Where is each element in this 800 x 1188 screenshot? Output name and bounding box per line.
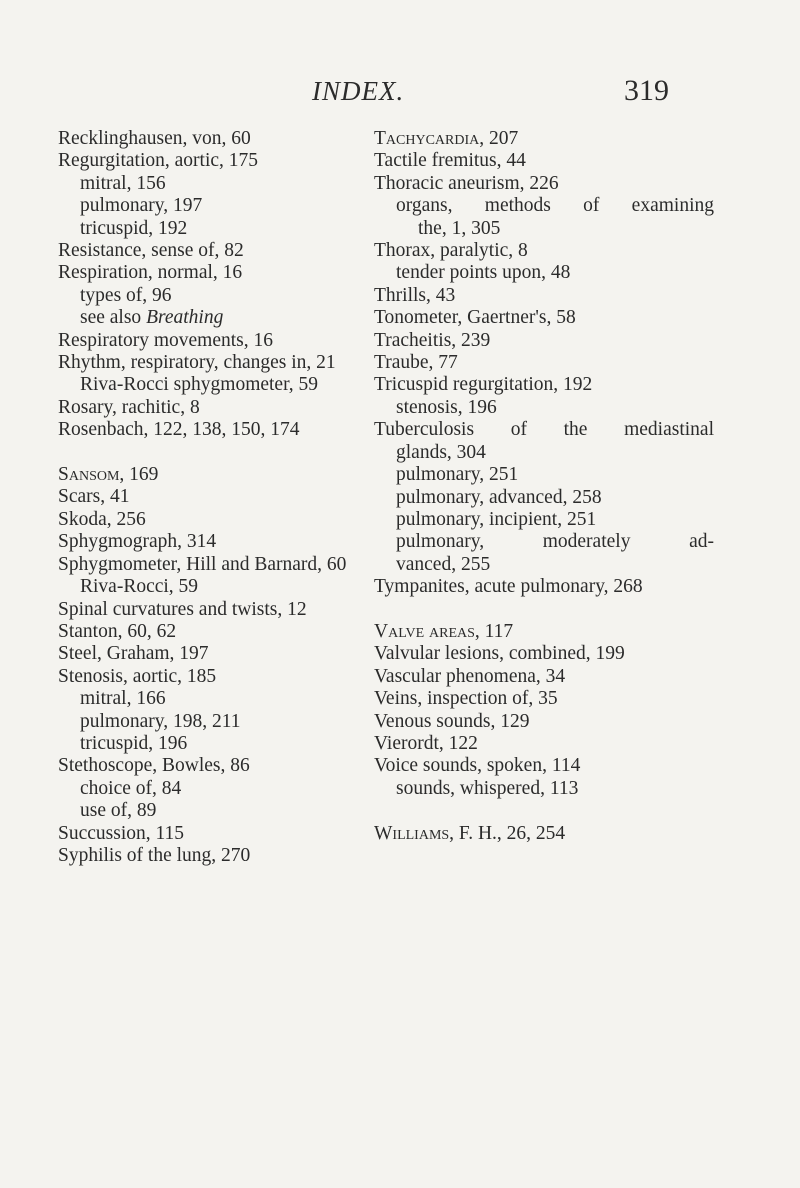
index-entry: Veins, inspection of, 35 — [374, 688, 558, 710]
page-header — [0, 74, 800, 114]
index-entry: Stenosis, aortic, 185 — [58, 665, 217, 687]
index-subentry: pulmonary, 251 — [396, 464, 519, 486]
page-number: 319 — [624, 74, 669, 107]
index-entry: Tactile fremitus, 44 — [374, 150, 526, 172]
index-subentry: tricuspid, 196 — [80, 732, 188, 754]
index-entry-continuation: glands, 304 — [396, 441, 486, 463]
index-subentry: mitral, 156 — [80, 172, 166, 194]
index-subentry: sounds, whispered, 113 — [396, 777, 579, 799]
index-subentry-continuation: the, 1, 305 — [418, 217, 501, 239]
index-entry: Thoracic aneurism, 226 — [374, 172, 559, 194]
index-entry: Regurgitation, aortic, 175 — [58, 150, 259, 172]
index-entry: Venous sounds, 129 — [374, 710, 530, 732]
section-gap — [374, 800, 714, 822]
index-subentry: pulmonary, advanced, 258 — [396, 486, 602, 508]
index-entry: Voice sounds, spoken, 114 — [374, 755, 581, 777]
index-entry: Vierordt, 122 — [374, 732, 478, 754]
index-entry: Stethoscope, Bowles, 86 — [58, 755, 250, 777]
see-also-label: see also — [80, 307, 142, 329]
index-entry: Spinal curvatures and twists, 12 — [58, 598, 307, 620]
cross-reference-target: Breathing — [146, 307, 224, 329]
index-subentry: pulmonary, 197 — [80, 195, 203, 217]
index-entry: Respiration, normal, 16 — [58, 262, 243, 284]
index-subentry: Riva-Rocci sphygmometer, 59 — [80, 374, 319, 396]
index-entry: Respiratory movements, 16 — [58, 329, 274, 351]
index-entry: Sphygmometer, Hill and Barnard, 60 — [58, 553, 347, 575]
index-column-right — [374, 128, 714, 845]
index-subentry: mitral, 166 — [80, 688, 166, 710]
index-subentry: tricuspid, 192 — [80, 217, 188, 239]
index-entry-section-start: Sansom, 169 — [58, 464, 159, 486]
index-subentry-cross-reference — [58, 307, 408, 329]
index-entry-section-start: Williams, F. H., 26, 254 — [374, 822, 566, 844]
index-entry: Succussion, 115 — [58, 822, 185, 844]
index-entry: Tympanites, acute pulmonary, 268 — [374, 576, 643, 598]
index-entry: Tonometer, Gaertner's, 58 — [374, 307, 576, 329]
index-entry: Rosary, rachitic, 8 — [58, 396, 200, 418]
running-title: INDEX. — [312, 76, 405, 106]
index-entry: Tracheitis, 239 — [374, 329, 491, 351]
index-subentry-continuation: vanced, 255 — [396, 553, 491, 575]
index-subentry: pulmonary, moderately ad- — [396, 531, 714, 553]
index-entry: Steel, Graham, 197 — [58, 643, 209, 665]
index-subentry: organs, methods of examining — [396, 195, 714, 217]
index-column-left — [58, 128, 408, 867]
index-entry: Thorax, paralytic, 8 — [374, 240, 528, 262]
index-entry: Rosenbach, 122, 138, 150, 174 — [58, 419, 300, 441]
index-entry: Scars, 41 — [58, 486, 130, 508]
index-entry: Traube, 77 — [374, 352, 458, 374]
index-subentry: stenosis, 196 — [396, 396, 497, 418]
section-gap — [58, 442, 408, 464]
index-entry: Sphygmograph, 314 — [58, 531, 217, 553]
index-subentry: tender points upon, 48 — [396, 262, 571, 284]
index-entry: Stanton, 60, 62 — [58, 620, 177, 642]
index-entry: Recklinghausen, von, 60 — [58, 128, 251, 149]
index-subentry: choice of, 84 — [80, 777, 182, 799]
index-entry: Tuberculosis of the mediastinal — [374, 419, 714, 441]
index-entry: Vascular phenomena, 34 — [374, 665, 566, 687]
index-entry: Syphilis of the lung, 270 — [58, 844, 251, 866]
index-entry: Resistance, sense of, 82 — [58, 240, 244, 262]
index-entry-section-start: Tachycardia, 207 — [374, 128, 519, 149]
index-subentry: pulmonary, incipient, 251 — [396, 508, 597, 530]
index-subentry: Riva-Rocci, 59 — [80, 576, 199, 598]
index-entry: Rhythm, respiratory, changes in, 21 — [58, 352, 336, 374]
index-entry: Tricuspid regurgitation, 192 — [374, 374, 593, 396]
index-subentry: pulmonary, 198, 211 — [80, 710, 241, 732]
index-subentry: types of, 96 — [80, 284, 172, 306]
index-entry: Valvular lesions, combined, 199 — [374, 643, 625, 665]
index-entry: Thrills, 43 — [374, 284, 456, 306]
section-gap — [374, 599, 714, 621]
index-entry-section-start: Valve areas, 117 — [374, 620, 514, 642]
index-subentry: use of, 89 — [80, 800, 157, 822]
index-entry: Skoda, 256 — [58, 508, 146, 530]
